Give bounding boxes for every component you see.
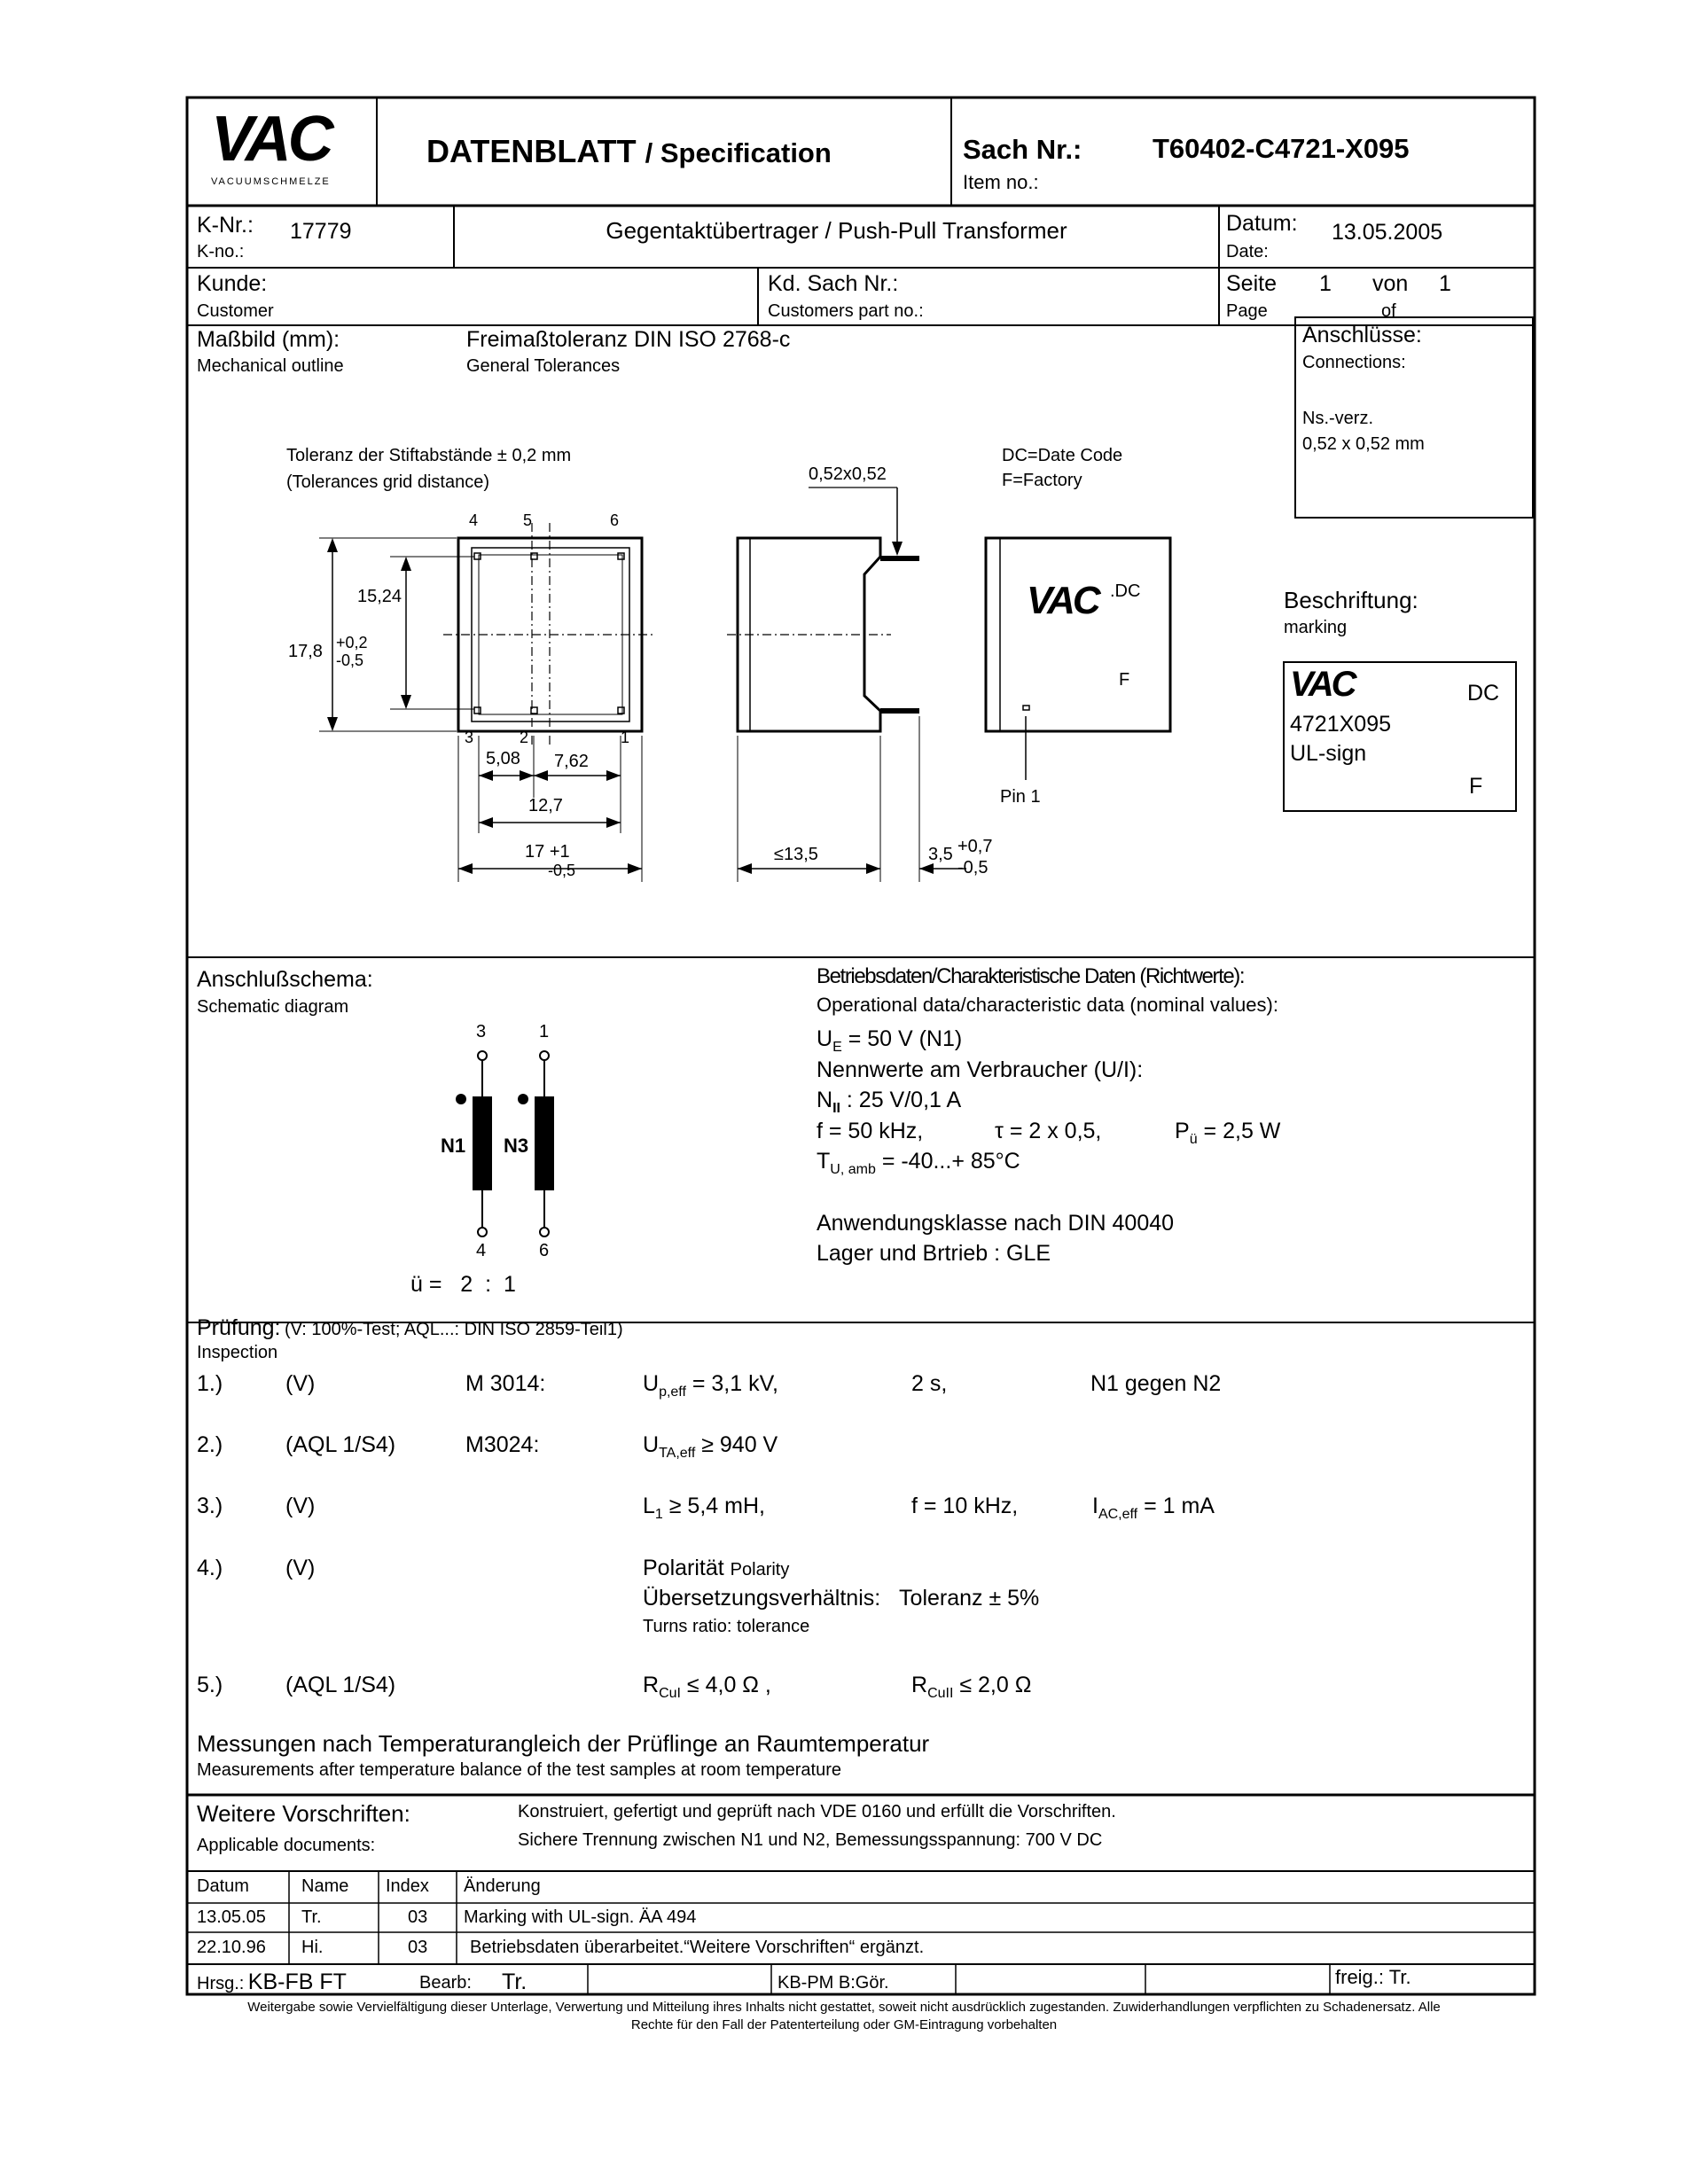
marking-code: 4721X095 — [1290, 712, 1392, 737]
dim-17: 17 +1 — [525, 842, 570, 862]
dim-12-7: 12,7 — [528, 796, 563, 815]
dim-15-24: 15,24 — [357, 587, 402, 606]
dim-17-tol-up: +1 — [549, 842, 570, 862]
datum-label: Datum: — [1226, 211, 1298, 236]
knr-label: K-Nr.: — [197, 213, 254, 238]
pin-label: 3 — [465, 729, 474, 746]
dim-17-8-tol-up: +0,2 — [336, 634, 368, 651]
pin-label: 2 — [520, 729, 529, 746]
front-dc: .DC — [1110, 581, 1141, 601]
customer-label: Customer — [197, 301, 274, 321]
f-note: F=Factory — [1002, 471, 1082, 490]
doc-title-en: / Specification — [645, 137, 832, 168]
power: $P_ü = 2,5$ W — [1175, 1119, 1281, 1147]
dim-5-08: 5,08 — [486, 749, 520, 768]
kbpm: KB-PM B:Gör. — [778, 1973, 889, 1993]
knr-value: 17779 — [290, 219, 352, 244]
dim-3-5-tol-down: -0,5 — [957, 858, 989, 878]
storage-class: Lager und Brtrieb : GLE — [817, 1241, 1051, 1266]
pin-label: 4 — [469, 511, 479, 529]
logo-mark: VAC — [211, 104, 331, 175]
pin-label: 5 — [523, 511, 533, 529]
ns-label: Ns.-verz. — [1302, 409, 1373, 428]
marking-logo: VAC — [1290, 665, 1355, 704]
schematic-title-en: Schematic diagram — [197, 997, 349, 1017]
description: Gegentaktübertrager / Push-Pull Transformer — [606, 217, 1067, 244]
date-value: 13.05.2005 — [1332, 220, 1443, 245]
legal-line-1: Weitergabe sowie Vervielfältigung dieser Unterlage, Verwertung und Mitteilung ihres Inhalts nicht gestattet, soweit nicht ausdrücklich zugestanden. Zuwiderhandlungen verpflichten zu Schadenersatz. Alle — [247, 2000, 1441, 2015]
outline-title-en: Mechanical outline — [197, 356, 344, 376]
measurement-note-en: Measurements after temperature balance of the test samples at room temperature — [197, 1760, 842, 1780]
measurement-note: Messungen nach Temperaturangleich der Prüflinge an Raumtemperatur — [197, 1730, 930, 1757]
of-label: of — [1381, 301, 1396, 321]
schematic-pin-3: 3 — [476, 1022, 487, 1041]
release: freig.: Tr. — [1335, 1966, 1411, 1988]
temperature: $T_{U, amb} = -40...+ 85^\circ C$ — [817, 1149, 1020, 1177]
legal-line-2: Rechte für den Fall der Patenterteilung oder GM-Eintragung vorbehalten — [630, 2017, 1058, 2032]
seite-label: Seite — [1226, 271, 1277, 296]
schematic-pin-6: 6 — [539, 1241, 550, 1260]
schematic-pin-1: 1 — [539, 1022, 550, 1041]
marking-dc: DC — [1467, 681, 1500, 706]
doc-title: DATENBLATT / Specification — [426, 133, 832, 169]
pin-label: 1 — [621, 729, 630, 746]
schematic-pin-4: 4 — [476, 1241, 487, 1260]
tolerance-title-en: General Tolerances — [466, 356, 621, 376]
page-number: 1 — [1319, 271, 1332, 296]
ue-line: $U_E = 50$ V (N1) — [817, 1026, 963, 1055]
pin-tolerance-en: (Tolerances grid distance) — [286, 472, 489, 492]
operational-title-en: Operational data/characteristic data (nominal values): — [817, 994, 1278, 1016]
frequency: f = 50 kHz, — [817, 1119, 924, 1143]
docs-line-2: Sichere Trennung zwischen N1 und N2, Bemessungsspannung: 700 V DC — [518, 1830, 1103, 1850]
front-logo: VAC — [1027, 579, 1098, 622]
dim-13-5: ≤13,5 — [774, 845, 818, 864]
connections-title-en: Connections: — [1302, 353, 1406, 372]
tolerance-title: Freimaßtoleranz DIN ISO 2768-c — [466, 327, 791, 352]
marking-title: Beschriftung: — [1284, 587, 1418, 613]
front-f: F — [1119, 670, 1130, 690]
connection-pin-size: 0,52 x 0,52 mm — [1302, 434, 1425, 454]
n2-line: $N_{II}$ : 25 V/0,1 A — [817, 1088, 962, 1116]
connections-title: Anschlüsse: — [1302, 323, 1422, 347]
docs-title-en: Applicable documents: — [197, 1836, 376, 1855]
marking-f: F — [1469, 774, 1483, 799]
item-label: Item no.: — [963, 171, 1039, 193]
bearb-label: Bearb: — [419, 1973, 472, 1993]
logo-subtitle: VACUUMSCHMELZE — [211, 176, 331, 187]
kd-sach-label: Kd. Sach Nr.: — [768, 271, 899, 296]
marking-ul: UL-sign — [1290, 741, 1367, 766]
customer-part-label: Customers part no.: — [768, 301, 924, 321]
inspection-note: (V: 100%-Test; AQL...: DIN ISO 2859-Teil1) — [284, 1320, 623, 1339]
winding-n3: N3 — [504, 1135, 529, 1157]
page-label: Page — [1226, 301, 1268, 321]
nominal-values: Nennwerte am Verbraucher (U/I): — [817, 1057, 1144, 1082]
docs-title: Weitere Vorschriften: — [197, 1800, 410, 1827]
outline-title: Maßbild (mm): — [197, 327, 340, 352]
winding-n1: N1 — [441, 1135, 466, 1157]
dc-note: DC=Date Code — [1002, 446, 1123, 465]
pin-label: 6 — [610, 511, 620, 529]
turns-ratio: ü = 2 : 1 — [410, 1272, 516, 1297]
dim-17-tol-down: -0,5 — [548, 862, 576, 879]
operational-title: Betriebsdaten/Charakteristische Daten (Richtwerte): — [817, 964, 1245, 988]
pin-tolerance: Toleranz der Stiftabstände ± 0,2 mm — [286, 446, 572, 465]
dim-17-8-tol-down: -0,5 — [336, 651, 364, 669]
docs-line-1: Konstruiert, gefertigt und geprüft nach VDE 0160 und erfüllt die Vorschriften. — [518, 1802, 1116, 1821]
kno-label: K-no.: — [197, 242, 245, 261]
tau: τ = 2 x 0,5, — [995, 1119, 1102, 1143]
application-class: Anwendungsklasse nach DIN 40040 — [817, 1211, 1175, 1236]
date-label: Date: — [1226, 242, 1269, 261]
dim-3-5: 3,5 — [928, 845, 953, 864]
marking-title-en: marking — [1284, 618, 1348, 637]
publisher: Hrsg.: KB-FB FT — [197, 1970, 347, 1994]
dim-3-5-tol-up: +0,7 — [957, 837, 993, 856]
sach-label: Sach Nr.: — [963, 134, 1082, 165]
kunde-label: Kunde: — [197, 271, 268, 296]
inspection-title-en: Inspection — [197, 1343, 278, 1362]
total-pages: 1 — [1439, 271, 1451, 296]
bearb-value: Tr. — [502, 1970, 528, 1994]
pin-size-label: 0,52x0,52 — [809, 464, 887, 484]
dim-17-8: 17,8 — [288, 642, 323, 661]
pin1-label: Pin 1 — [1000, 787, 1041, 807]
von-label: von — [1372, 271, 1409, 296]
schematic-title: Anschlußschema: — [197, 967, 373, 992]
inspection-title: Prüfung: (V: 100%-Test; AQL...: DIN ISO 2859-Teil1) — [197, 1315, 623, 1340]
dim-7-62: 7,62 — [554, 752, 589, 771]
item-number: T60402-C4721-X095 — [1153, 133, 1410, 164]
